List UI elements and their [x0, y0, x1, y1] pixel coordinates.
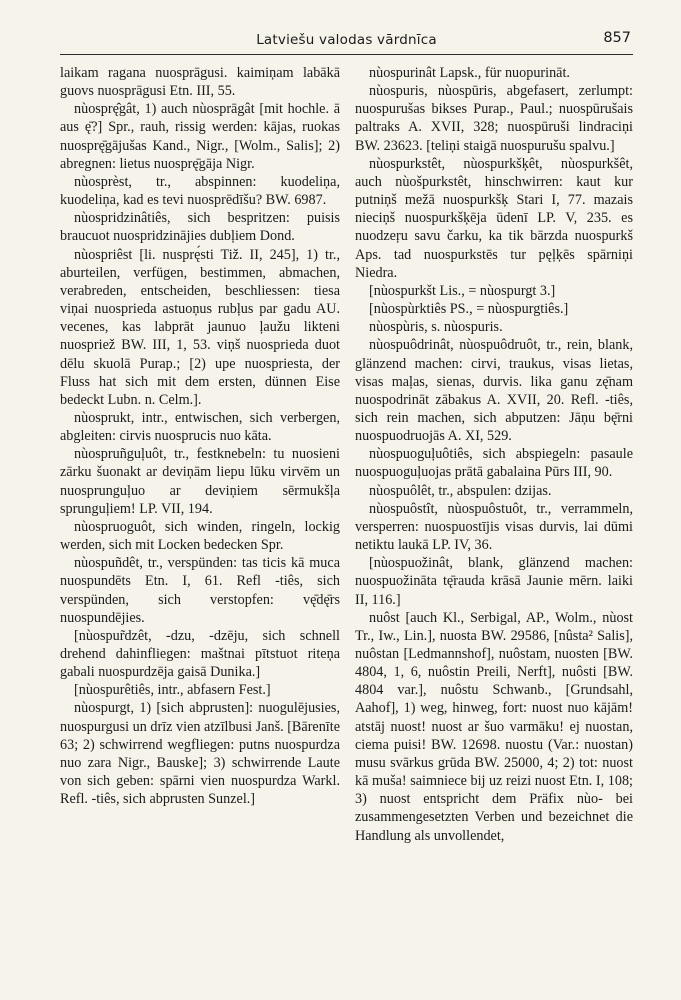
entry-nuosprunguluot: nùospruñguļuôt, tr., festknebeln: tu nuosieni zārku šuonakt ar deviņām liepu lūku virvēm un nuosprunguļuo ar deviņiem sērmukšļa sprunguļiem! LP. VII, 194. — [60, 446, 340, 517]
entry-nuospurgt: nùospurgt, 1) [sich abprusten]: nuogulējusies, nuospurgusi un drīz vien atzīlbusi Janš. [Bārenīte 63; 2) schwirrend wegfliegen: putns nuospurdza nuo zara Nigr., Bauske]; 3) schwirrende Laute von sich geben: spārni vien nuospurdza Warkl. Refl. -tiês, sich abprusten Sunzel.] — [60, 700, 340, 808]
entry-nuospurkst: [nùospurkšt Lis., = nùospurgt 3.] — [369, 282, 556, 299]
entry-nuospuris: nùospuris, nùospūris, abgefasert, zerlumpt: nuospurušas bikses Purap., Paul.; nuospūrušais paltraks A. XVII, 328; nuospūruši lindraciņi BW. 23623. [teliņi staigā nuospurušu spalvu.] — [355, 83, 633, 154]
entry-nuospuoguluoties: nùospuoguļuôtiês, sich abspiegeln: pasaule nuospuoguļuojas prātā gabalaina Pūrs III, 90. — [355, 446, 633, 481]
entry-nuospuostit: nùospuôstît, nùospuôstuôt, tr., verrammeln, versperren: nuospuostījis visas durvis, lai dūmi netiktu laukā LP. IV, 36. — [355, 500, 633, 554]
entry-nuospurkties: [nùospùrktiês PS., = nùospurgtiês.] — [369, 301, 569, 318]
entry-laikam-continuation: laikam ragana nuosprāgusi. kaimiņam labākā guovs nuosprāgusi Etn. III, 55. — [60, 65, 340, 100]
entry-nuospureties: [nùospurêtiês, intr., abfasern Fest.] — [74, 682, 271, 699]
right-column — [355, 64, 633, 982]
entry-nuost: nuôst [auch Kl., Serbigal, AP., Wolm., nùost Tr., Iw., Lin.], nuosta BW. 29586, [nûsta² Salis], nuôstan [Ledmannshof], nuôstam, nuosten [BW. 4804, 1, 6, nuôstin Preili, Nerft], nuôsti [BW. 4804 var.], nuôstu Schwanb., [Grundsahl, Aahof], 1) weg, hinweg, fort: nuost nuo kājām! atstāj nuost! nuost ar šuo varmāku! ej nuostan, ciema puisi! BW. 12698. nuostu (Var.: nuostan) musu svārkus grūda BW. 25000, 4; 2) tot: nuost kā muša! saimniece bij uz reizi nuost Etn. I, 108; 3) nuost entspricht dem Präfix nùo- bei zusammengesetzten Verben und bezeichnet die Handlung als unvollendet, — [355, 609, 633, 844]
entry-nuospundet: nùospuñdêt, tr., verspünden: tas ticis kā muca nuospundēts Etn. I, 61. Refl -tiês, sich verspünden, sich verstopfen: vę̄dę̄rs nuospundējies. — [60, 555, 340, 626]
entry-nuospurkstet: nùospurkstêt, nùospurkšķêt, nùospurkšêt, auch nùošpurkstêt, hinschwirren: kaut kur putniņš mežā nuospurkšķ Stari I, 77. mazais nieciņš nuospurkšķēja ūdenī LP. V, 235. es nuodzeŗu savu čarku, ka tik bārzda nuospurkš Aps. tad nuospurkstēs tur pęļķēs spārniņi Niedra. — [355, 155, 633, 281]
entry-nuospurdzet: [nùospur̃dzêt, -dzu, -dzēju, sich schnell drehend dahinfliegen: maštnai pītstuot riteņa gabali nuospurdzēja gaisā Dunika.] — [60, 627, 340, 681]
running-title: Latviešu valodas vārdnīca — [256, 32, 437, 48]
entry-nuospregat: nùosprę̂gât, 1) auch nùosprāgât [mit hochle. ā aus ę̄?] Spr., rauh, rissig werden: kājas, ruokas nuosprę̄gājušas Kand., Nigr., [Wolm., Salis]; 2) abregnen: lietus nuosprę̄gāja Nigr. — [60, 101, 340, 172]
entry-nuospridzinaties: nùospridzinâtiês, sich bespritzen: puisis braucuot nuospridzinājies dubļiem Dond. — [60, 210, 340, 245]
entry-nuosprest: nùosprèst, tr., abspinnen: kuodeliņa, kuodeliņa, kad es tevi nuosprēdīšu? BW. 6987. — [60, 173, 340, 209]
entry-nuospruoguot: nùospruoguôt, sich winden, ringeln, lockig werden, sich mit Locken bedecken Spr. — [60, 518, 340, 554]
entry-nuospuolet: nùospuôlêt, tr., abspulen: dzijas. — [369, 482, 552, 499]
entry-nuospuodrinat: nùospuôdrinât, nùospuôdruôt, tr., rein, blank, glänzend machen: cirvi, traukus, visas lietas, visas maļas, sienas, durvis. lika ganu zę̄nam nuospodrināt zābakus A. XVII, 20. Refl. -tiês, sich rein machen, sich abputzen: Jāņu bę̄rni nuospuodruojās A. XI, 529. — [355, 337, 633, 445]
left-column — [60, 64, 340, 982]
page-header — [60, 26, 633, 55]
entry-nuospuozinat: [nùospuožinât, blank, glänzend machen: nuospuožināta tę̄rauda krāsā Jaunie mērn. laiki II, 116.] — [355, 555, 633, 608]
entry-nuospurinat: nùospurinât Lapsk., für nuopurināt. — [369, 65, 570, 81]
entry-nuospriest: nùospriêst [li. nusprę́sti Tiž. II, 245], 1) tr., aburteilen, verfügen, bestimmen, abmachen, verabreden, entscheiden, beschliessen: tiesa viņai nuosprieda astuoņus rubļus par gadu AU. vecenes, kas labprāt jaunuo ļaužu likteni nuospriež BW. III, 1, 53. viņš nuosprieda duot dēlu skuolā Purap.; [2) upe nuospriesta, der Fluss hat sich mit dem ersten, dünnen Eise bedeckt Lubn. n. Celm.]. — [60, 246, 340, 408]
entry-nuospuris-ref: nùospùris, s. nùospuris. — [369, 319, 503, 336]
page-number: 857 — [603, 30, 631, 46]
entry-nuosprukt: nùosprukt, intr., entwischen, sich verbergen, abgleiten: cirvis nuosprucis nuo kāta. — [60, 409, 340, 445]
